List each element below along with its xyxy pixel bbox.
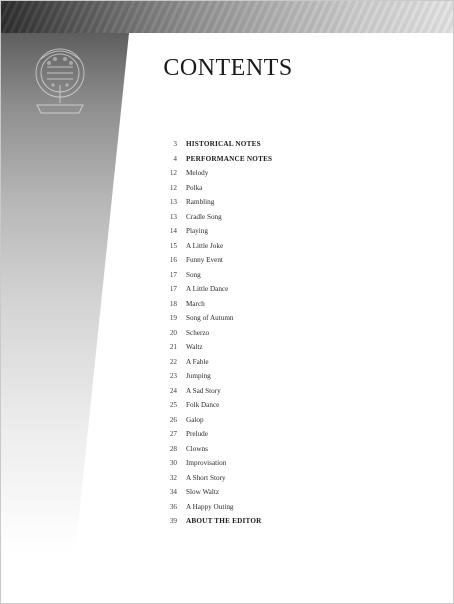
toc-entry — [151, 398, 401, 413]
toc-title: PERFORMANCE NOTES — [186, 154, 273, 163]
toc-entry — [151, 195, 401, 210]
toc-page-number: 18 — [169, 299, 177, 308]
toc-page-number: 16 — [169, 256, 177, 264]
toc-entry — [151, 137, 401, 152]
toc-entry — [151, 442, 401, 457]
toc-title: March — [186, 299, 205, 308]
toc-page-number: 17 — [169, 270, 177, 279]
toc-title: Galop — [186, 415, 204, 424]
toc-page-number: 26 — [169, 415, 177, 424]
toc-entry — [151, 427, 401, 442]
toc-entry — [151, 514, 401, 529]
page-title: CONTENTS — [163, 55, 293, 81]
toc-title: A Happy Outing — [186, 502, 234, 511]
toc-entry — [151, 485, 401, 500]
toc-page-number: 21 — [169, 343, 177, 351]
toc-title: A Fable — [186, 357, 209, 366]
toc-title: Folk Dance — [186, 401, 220, 409]
toc-page-number: 25 — [169, 401, 177, 409]
toc-title: A Little Dance — [186, 285, 229, 293]
toc-title: Improvisation — [186, 459, 227, 467]
toc-page-number: 23 — [169, 372, 177, 380]
toc-page-number: 27 — [169, 430, 177, 438]
toc-entry — [151, 239, 401, 254]
table-of-contents — [151, 137, 401, 529]
header-band — [1, 1, 453, 33]
toc-page-number: 32 — [169, 473, 177, 482]
toc-title: Funny Event — [186, 256, 223, 264]
toc-entry — [151, 355, 401, 370]
toc-entry — [151, 181, 401, 196]
toc-entry — [151, 369, 401, 384]
toc-page-number: 36 — [169, 502, 177, 511]
toc-entry — [151, 413, 401, 428]
toc-title: Song of Autumn — [186, 314, 234, 322]
toc-page-number: 12 — [169, 183, 177, 192]
toc-title: A Sad Story — [186, 386, 221, 395]
toc-page-number: 28 — [169, 444, 177, 453]
toc-page-number: 22 — [169, 357, 177, 366]
toc-title: A Little Joke — [186, 241, 224, 250]
toc-entry — [151, 210, 401, 225]
toc-title: Playing — [186, 227, 208, 235]
toc-title: Jumping — [186, 372, 211, 380]
toc-title: Cradle Song — [186, 212, 222, 221]
toc-entry — [151, 500, 401, 515]
toc-title: Waltz — [186, 343, 203, 351]
toc-page-number: 34 — [169, 488, 177, 496]
toc-title: HISTORICAL NOTES — [186, 140, 261, 148]
toc-page-number: 13 — [169, 212, 177, 221]
toc-entry — [151, 297, 401, 312]
toc-title: Polka — [186, 183, 203, 192]
toc-page-number: 14 — [169, 227, 177, 235]
toc-page-number: 20 — [169, 328, 177, 337]
toc-page-number: 17 — [169, 285, 177, 293]
toc-entry — [151, 282, 401, 297]
toc-page-number: 12 — [169, 169, 177, 177]
toc-entry — [151, 268, 401, 283]
toc-page-number: 24 — [169, 386, 177, 395]
toc-page-number: 39 — [169, 517, 177, 525]
toc-page-number: 4 — [173, 154, 177, 163]
toc-page-number: 30 — [169, 459, 177, 467]
toc-entry — [151, 340, 401, 355]
toc-entry — [151, 471, 401, 486]
toc-title: Scherzo — [186, 328, 210, 337]
toc-entry — [151, 311, 401, 326]
toc-entry — [151, 152, 401, 167]
toc-title: Melody — [186, 169, 209, 177]
toc-entry — [151, 456, 401, 471]
toc-page-number: 3 — [173, 140, 177, 148]
toc-title: Prelude — [186, 430, 208, 438]
toc-page-number: 19 — [169, 314, 177, 322]
toc-title: Rambling — [186, 198, 215, 206]
toc-title: A Short Story — [186, 473, 226, 482]
toc-page-number: 15 — [169, 241, 177, 250]
toc-title: Song — [186, 270, 201, 279]
toc-entry — [151, 253, 401, 268]
toc-title: Slow Waltz — [186, 488, 220, 496]
toc-page-number: 13 — [169, 198, 177, 206]
toc-entry — [151, 224, 401, 239]
toc-title: Clowns — [186, 444, 208, 453]
toc-entry — [151, 384, 401, 399]
toc-entry — [151, 326, 401, 341]
toc-title: ABOUT THE EDITOR — [186, 517, 262, 525]
toc-entry — [151, 166, 401, 181]
